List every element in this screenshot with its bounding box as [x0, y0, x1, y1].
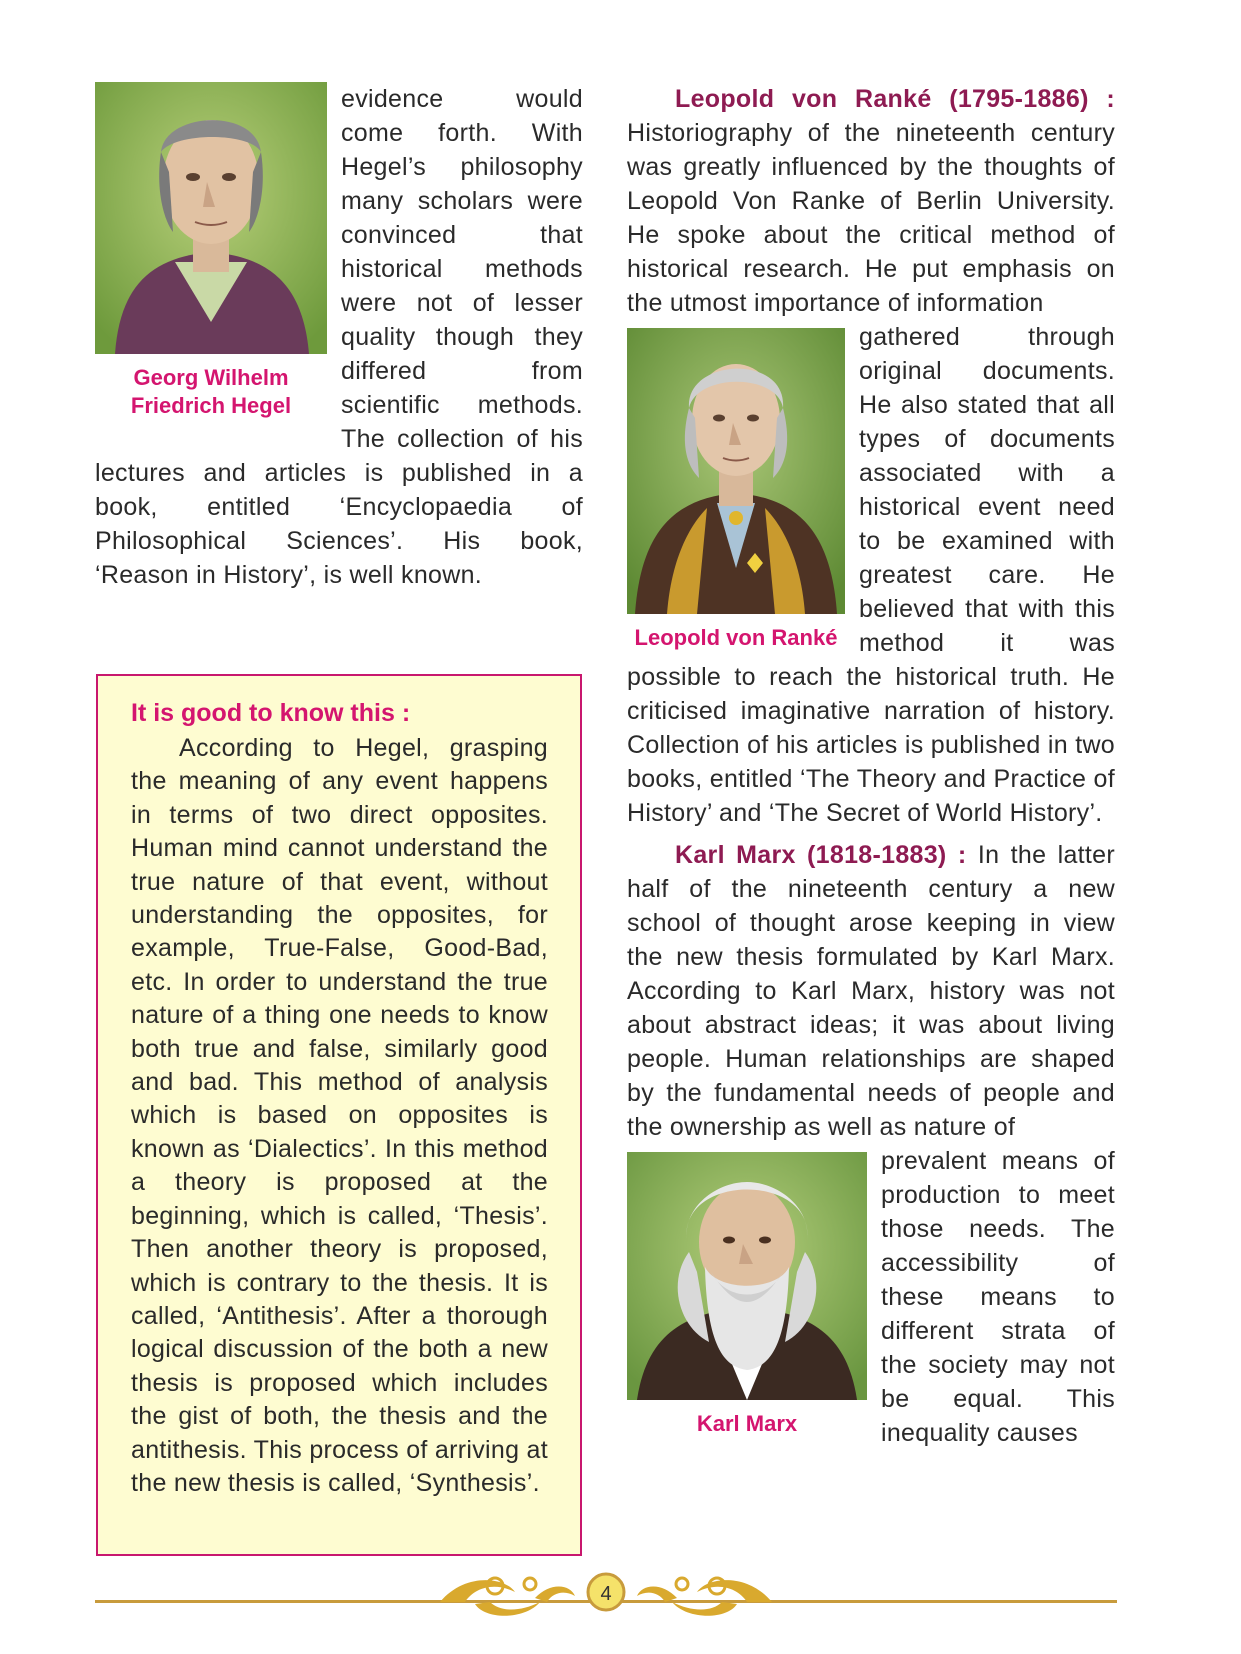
- good-to-know-title: It is good to know this :: [131, 699, 411, 727]
- footer-ornament: [95, 1562, 1117, 1622]
- marx-paragraph-wrap: prevalent means of production to meet those needs. The accessibility of these means to different strata of the society may not be equal. This inequality causes: [881, 1147, 1115, 1447]
- ranke-heading: Leopold von Ranké (1795-1886) :: [675, 85, 1115, 113]
- hegel-caption-line: Friedrich Hegel: [130, 393, 292, 418]
- good-to-know-box: [96, 674, 582, 1556]
- marx-figure: [627, 1152, 867, 1438]
- ranke-paragraph-wrap: gathered through original documents. He also stated that all types of documents associated with a historical event need to be examined with greatest care. He believed that with this method it was possible to reach the historical truth. He criticised imaginative narration of history. Collection of his articles is published in two books, entitled ‘The Theory and Practice of History’ and ‘The Secret of World History’.: [627, 323, 1115, 827]
- scroll-left-ornament: [440, 1578, 575, 1616]
- marx-text: In the latter half of the nineteenth century a new school of thought arose keeping in view the new thesis formulated by Karl Marx. According to Karl Marx, history was not about abstract ideas; it was about living people. Human relationships are shaped by the fundamental needs of people and the ownership as well as nature of: [627, 841, 1115, 1141]
- marx-paragraph-top: [627, 838, 1115, 1144]
- hegel-caption: [95, 364, 327, 420]
- ranke-figure: [627, 328, 845, 652]
- ranke-paragraph-top: [627, 82, 1115, 320]
- hegel-paragraph: evidence would come forth. With Hegel’s philosophy many scholars were convinced that historical methods were not of lesser quality though they differed from scientific methods. The collection of his lectures and articles is published in a book, entitled ‘Encyclopaedia of Philosophical Sciences’. His book, ‘Reason in History’, is well known.: [95, 85, 583, 589]
- marx-heading: Karl Marx (1818-1883) :: [675, 841, 967, 869]
- ranke-portrait: [627, 328, 845, 614]
- dialectics-paragraph: According to Hegel, grasping the meaning of any event happens in terms of two direct opposites. Human mind cannot understand the true nature of that event, without understanding the opposites, for example, True-False, Good-Bad, etc. In order to understand the true nature of a thing one needs to know both true and false, similarly good and bad. This method of analysis which is based on opposites is known as ‘Dialectics’. In this method a theory is proposed at the beginning, which is called, ‘Thesis’. Then another theory is proposed, which is contrary to the thesis. It is called, ‘Antithesis’. After a thorough logical discussion of the both a new thesis is proposed which includes the gist of both, the thesis and the antithesis. This process of arriving at the new thesis is called, ‘Synthesis’.: [131, 734, 548, 1497]
- ranke-text: Historiography of the nineteenth century was greatly influenced by the thoughts of Leopold Von Ranke of Berlin University. He spoke about the critical method of historical research. He put emphasis on the utmost importance of information: [627, 119, 1115, 317]
- page-footer: [95, 1562, 1117, 1622]
- left-column: [95, 82, 583, 592]
- marx-portrait: [627, 1152, 867, 1400]
- right-column: [627, 82, 1115, 1450]
- marx-caption: Karl Marx: [696, 1411, 798, 1436]
- hegel-caption-line: Georg Wilhelm: [133, 365, 289, 390]
- hegel-portrait: [95, 82, 327, 354]
- scroll-right-ornament: [637, 1578, 772, 1616]
- hegel-figure: [95, 82, 327, 420]
- ranke-caption: Leopold von Ranké: [634, 625, 838, 650]
- page-number: 4: [600, 1583, 612, 1605]
